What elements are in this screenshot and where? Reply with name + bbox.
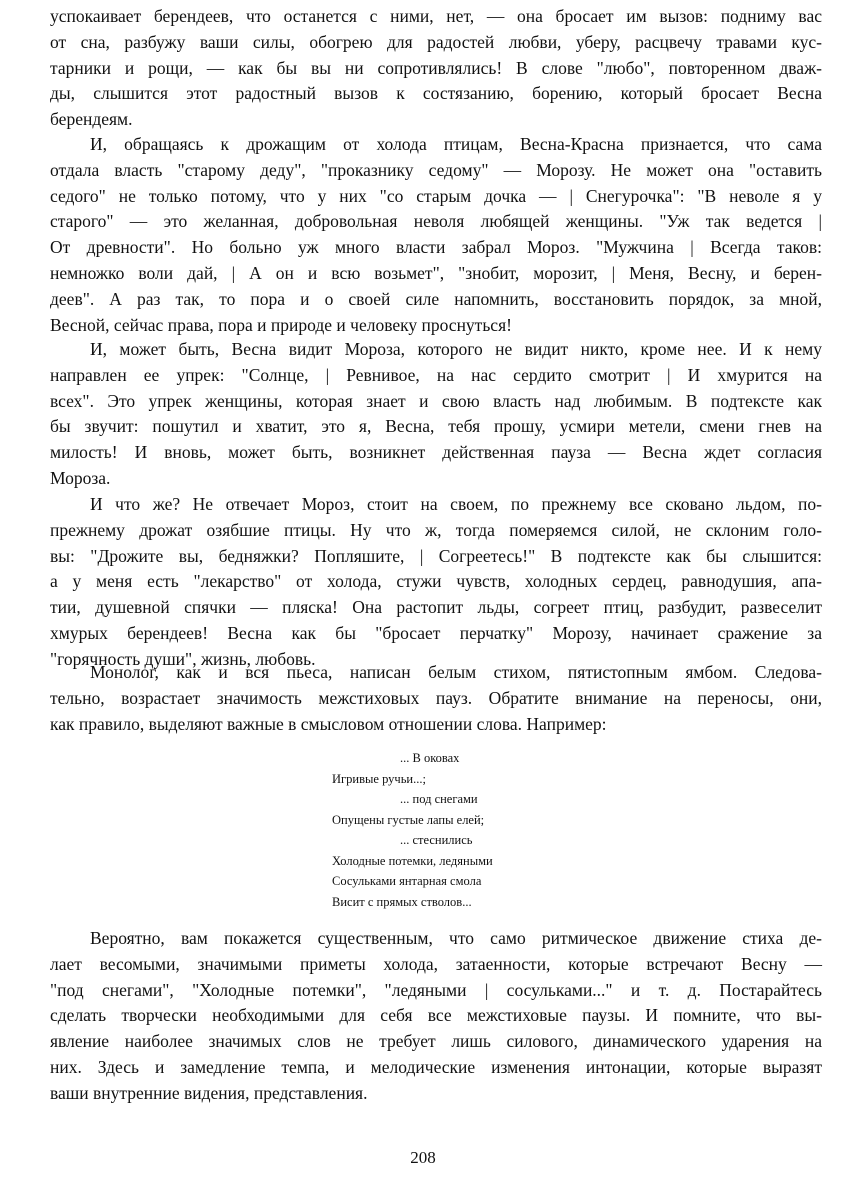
text-line: тельно, возрастает значимость межстиховых пауз. Обратите внимание на переносы, они, (50, 687, 822, 708)
text-line: них. Здесь и замедление темпа, и мелодические изменения интонации, которые выразят (50, 1056, 822, 1077)
poem-line: ... В оковах (400, 751, 460, 765)
text-line: как правило, выделяют важные в смысловом отношении слова. Например: (50, 713, 607, 734)
text-line: всех". Это упрек женщины, которая знает и свою власть над любимым. В подтексте как (50, 390, 822, 411)
text-line: направлен ее упрек: "Солнце, | Ревнивое, на нас сердито смотрит | И хмурится на (50, 364, 822, 385)
page-number: 208 (410, 1148, 436, 1167)
text-line: а у меня есть "лекарство" от холода, стужи чувств, холодных сердец, равнодушия, апа- (50, 571, 822, 592)
paragraph-5 (50, 660, 822, 737)
text-line: "горячность души", жизнь, любовь. (50, 648, 316, 669)
text-line: милость! И вновь, может быть, возникнет действенная пауза — Весна ждет согласия (50, 442, 822, 463)
text-line: берендеям. (50, 109, 133, 130)
paragraph-3 (50, 337, 822, 492)
poem-line: Игривые ручьи...; (332, 771, 426, 786)
text-line: лает весомыми, значимыми приметы холода, затаенности, которые встречают Весну — (50, 953, 822, 974)
poem-line: ... под снегами (400, 792, 478, 806)
text-line: Вероятно, вам покажется существенным, что само ритмическое движение стиха де- (90, 928, 822, 948)
text-line: деев". А раз так, то пора и о своей силе напомнить, восстановить порядок, за мной, (50, 288, 822, 309)
text-line: "под снегами", "Холодные потемки", "ледяными | сосульками..." и т. д. Постарайтесь (50, 979, 822, 1000)
text-line: немножко воли дай, | А он и всю возьмет", "знобит, морозит, | Меня, Весну, и берен- (50, 262, 822, 283)
text-line: вы: "Дрожите вы, бедняжки? Попляшите, | Согреетесь!" В подтексте как бы слышится: (50, 545, 822, 566)
text-line: от сна, разбужу ваши силы, обогрею для радостей любви, уберу, расцвечу травами кус- (50, 31, 822, 52)
text-line: бы звучит: пошутил и хватит, это я, Весна, тебя прошу, усмири метели, смени гнев на (50, 416, 822, 437)
text-line: И что же? Не отвечает Мороз, стоит на своем, по прежнему все сковано льдом, по- (90, 494, 822, 514)
text-line: тии, душевной спячки — пляска! Она растопит льды, согреет птиц, разбудит, развеселит (50, 597, 822, 618)
poem-line: Опущены густые лапы елей; (332, 812, 485, 827)
paragraph-4 (50, 492, 822, 673)
text-line: тарники и рощи, — как бы вы ни сопротивлялись! В слове "любо", повторенном дваж- (50, 57, 822, 78)
text-line: И, обращаясь к дрожащим от холода птицам, Весна-Красна признается, что сама (90, 134, 822, 154)
text-line: ды, слышится этот радостный вызов к состязанию, борению, который бросает Весна (50, 83, 822, 104)
text-line: седого" не только потому, что у них "со старым дочка — | Снегурочка": "В неволе я у (50, 185, 822, 206)
paragraph-6 (50, 926, 822, 1107)
text-line: сделать творчески необходимыми для себя все межстиховые паузы. И помните, что вы- (50, 1005, 822, 1026)
poem-line: Холодные потемки, ледяными (332, 853, 493, 868)
text-line: ваши внутренние видения, представления. (50, 1082, 368, 1103)
text-line: отдала власть "старому деду", "проказнику седому" — Морозу. Не может она "оставить (50, 159, 822, 180)
text-line: старого" — это желанная, добровольная неволя любящей женщины. "Уж так ведется | (50, 211, 822, 232)
text-line: И, может быть, Весна видит Мороза, которого не видит никто, кроме нее. И к нему (90, 339, 822, 359)
text-line: прежнему дрожат озябшие птицы. Ну что ж, тогда померяемся силой, не склоним голо- (50, 519, 822, 540)
poem-excerpt (332, 748, 592, 912)
text-line: Мороза. (50, 467, 111, 488)
poem-line: ... стеснились (400, 833, 473, 847)
text-line: хмурых берендеев! Весна как бы "бросает перчатку" Морозу, начинает сражение за (50, 622, 822, 643)
text-line: успокаивает берендеев, что останется с ними, нет, — она бросает им вызов: подниму вас (50, 6, 822, 26)
text-line: От древности". Но больно уж много власти забрал Мороз. "Мужчина | Всегда таков: (50, 237, 822, 258)
text-line: явление наиболее значимых слов не требует лишь силового, динамического ударения на (50, 1031, 822, 1052)
text-line: Весной, сейчас права, пора и природе и человеку проснуться! (50, 314, 512, 335)
text-line: Монолог, как и вся пьеса, написан белым стихом, пятистопным ямбом. Следова- (90, 662, 822, 682)
paragraph-1 (50, 4, 822, 133)
poem-line: Сосульками янтарная смола (332, 874, 482, 888)
paragraph-2 (50, 132, 822, 338)
poem-line: Висит с прямых стволов... (332, 894, 472, 909)
